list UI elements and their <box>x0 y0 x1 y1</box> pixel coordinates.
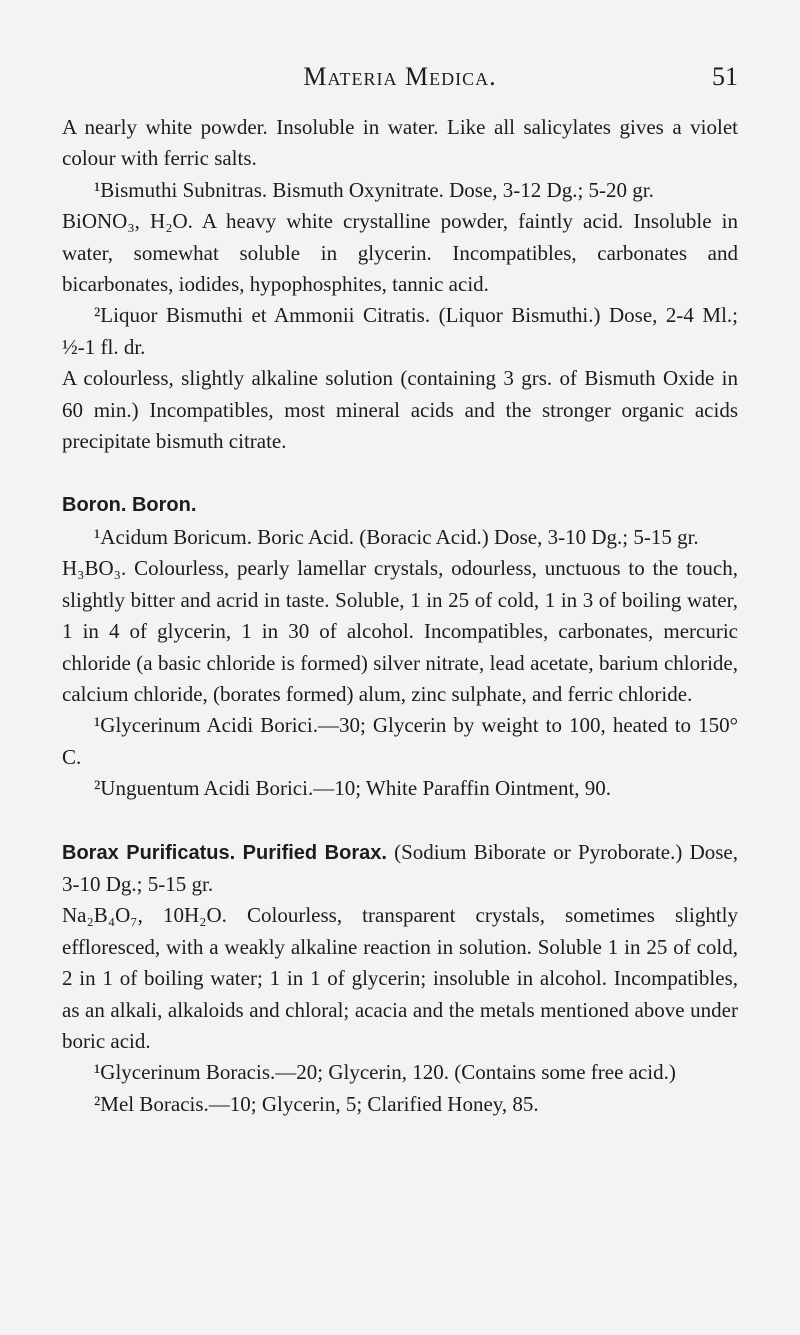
paragraph <box>62 363 738 457</box>
paragraph-text: ¹Acidum Boricum. Boric Acid. (Boracic Acid.) Dose, 3-10 Dg.; 5-15 gr. <box>94 524 699 549</box>
running-title: Materia Medica. <box>303 62 497 91</box>
page-body <box>62 112 738 1120</box>
paragraph-text: ²Unguentum Acidi Borici.—10; White Paraffin Ointment, 90. <box>94 776 612 801</box>
paragraph <box>62 553 738 710</box>
paragraph-text: A nearly white powder. Insoluble in water. Like all salicylates gives a violet colour with ferric salts. <box>62 115 738 171</box>
paragraph <box>62 522 738 553</box>
paragraph <box>62 175 738 206</box>
paragraph <box>62 900 738 1057</box>
page-number: 51 <box>712 62 738 91</box>
paragraph <box>62 1057 738 1088</box>
paragraph <box>62 206 738 300</box>
paragraph-text: ²Liquor Bismuthi et Ammonii Citratis. (Liquor Bismuthi.) Dose, 2-4 Ml.; ½-1 fl. dr. <box>62 303 738 359</box>
heading-text: Borax Purificatus. Purified Borax. <box>62 841 387 864</box>
paragraph <box>62 773 738 804</box>
paragraph <box>62 112 738 175</box>
heading-text: Boron. Boron. <box>62 494 197 517</box>
paragraph <box>62 1089 738 1120</box>
section-heading <box>62 489 738 521</box>
paragraph <box>62 300 738 363</box>
paragraph-text: H₃BO₃. Colourless, pearly lamellar crystals, odourless, unctuous to the touch, slightly bitter and acrid in taste. Soluble, 1 in 25 of cold, 1 in 3 of boiling water, 1 in 4 of glycerin, 1 in 30 of alcohol. Incompatibles, carbonates, mercuric chloride (a basic chloride is formed) silver nitrate, lead acetate, barium chloride, calcium chloride, (borates formed) alum, zinc sulphate, and ferric chloride. <box>62 556 738 706</box>
paragraph-text: BiONO₃, H₂O. A heavy white crystalline powder, faintly acid. Insoluble in water, somewhat soluble in glycerin. Incompatibles, carbonates and bicarbonates, iodides, hypophosphites, tannic acid. <box>62 209 738 297</box>
paragraph-text: (Sodium Biborate or Pyroborate.) Dose, 3-10 Dg.; 5-15 gr. <box>62 839 738 896</box>
paragraph <box>62 710 738 773</box>
section-gap <box>62 457 738 489</box>
section-heading-paragraph <box>62 837 738 901</box>
paragraph-text: ¹Bismuthi Subnitras. Bismuth Oxynitrate. Dose, 3-12 Dg.; 5-20 gr. <box>94 177 654 202</box>
paragraph-text: ¹Glycerinum Acidi Borici.—30; Glycerin by weight to 100, heated to 150° C. <box>62 713 738 769</box>
paragraph-text: ¹Glycerinum Boracis.—20; Glycerin, 120. (Contains some free acid.) <box>94 1060 676 1085</box>
paragraph-text: ²Mel Boracis.—10; Glycerin, 5; Clarified Honey, 85. <box>94 1091 539 1116</box>
section-gap <box>62 805 738 837</box>
paragraph-text: A colourless, slightly alkaline solution (containing 3 grs. of Bismuth Oxide in 60 min.) Incompatibles, most mineral acids and the stronger organic acids precipitate bismuth citrate. <box>62 366 738 454</box>
paragraph-text: Na₂B₄O₇, 10H₂O. Colourless, transparent crystals, sometimes slightly effloresced, with a weakly alkaline reaction in solution. Soluble 1 in 25 of cold, 2 in 1 of boiling water; 1 in 1 of glycerin; insoluble in alcohol. Incompatibles, as an alkali, alkaloids and chloral; acacia and the metals mentioned above under boric acid. <box>62 903 738 1053</box>
page-header <box>0 62 800 98</box>
